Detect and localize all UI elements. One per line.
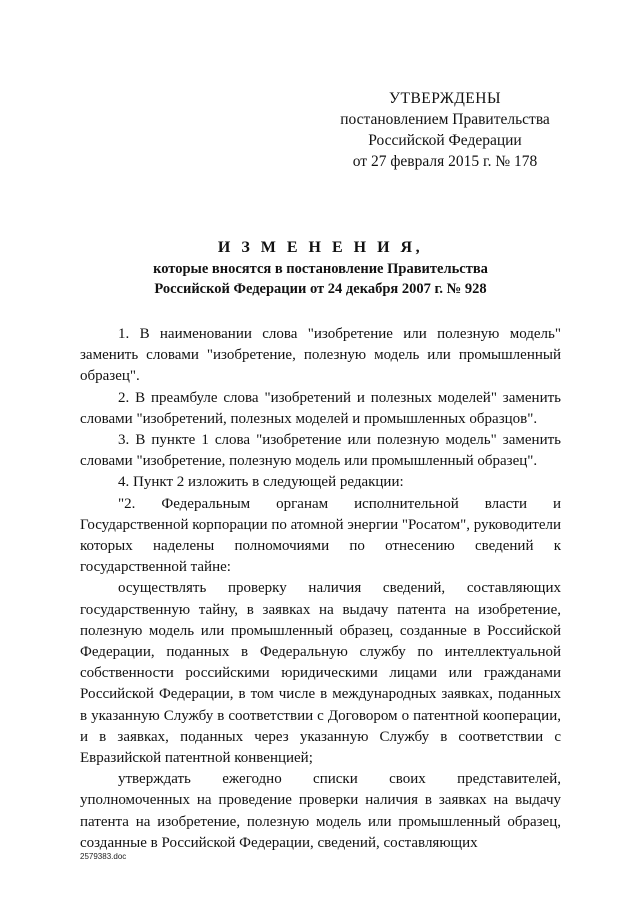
paragraph-item-3: 3. В пункте 1 слова "изобретение или полезную модель" заменить словами "изобретение, полезную модель или промышленный образец". — [80, 432, 561, 470]
approval-stamp-block — [330, 88, 560, 172]
document-subtitle-line-2: Российской Федерации от 24 декабря 2007 г. № 928 — [154, 281, 487, 297]
paragraph-item-1: 1. В наименовании слова "изобретение или полезную модель" заменить словами "изобретение, полезную модель или промышленный образец". — [80, 326, 561, 385]
approval-authority-line: Российской Федерации — [368, 132, 522, 149]
footer-file-name: 2579383.doc — [80, 852, 127, 861]
approval-by-line: постановлением Правительства — [340, 111, 550, 128]
approval-date-number-line: от 27 февраля 2015 г. № 178 — [352, 153, 538, 170]
paragraph-verify-secrets: осуществлять проверку наличия сведений, составляющих государственную тайну, в заявках на выдачу патента на изобретение, полезную модель или промышленный образец, созданные в Российской Федерации, поданных в Федеральную службу по интеллектуальной собственности российскими юридическими лицами или гражданами Российской Федерации, в том числе в международных заявках, поданных в указанную Службу в соответствии с Договором о патентной кооперации, и в заявках, поданных через указанную Службу в соответствии с Евразийской патентной конвенцией; — [80, 580, 561, 767]
approved-heading: УТВЕРЖДЕНЫ — [389, 90, 501, 107]
document-body — [80, 324, 561, 854]
paragraph-quoted-item-2: "2. Федеральным органам исполнительной власти и Государственной корпорации по атомной энергии "Росатом", руководители которых наделены полномочиями по отнесению сведений к государственной тайне: — [80, 495, 561, 576]
paragraph-approve-lists: утверждать ежегодно списки своих представителей, уполномоченных на проведение проверки наличия в заявках на выдачу патента на изобретение, полезную модель или промышленный образец, созданные в Российской Федерации, сведений, составляющих — [80, 771, 561, 851]
document-subtitle-line-1: которые вносятся в постановление Правительства — [153, 261, 488, 277]
paragraph-item-2: 2. В преамбуле слова "изобретений и полезных моделей" заменить словами "изобретений, полезных моделей и промышленных образцов". — [80, 389, 561, 427]
document-title-block — [80, 237, 561, 299]
paragraph-item-4: 4. Пункт 2 изложить в следующей редакции: — [118, 474, 404, 491]
document-title: И З М Е Н Е Н И Я, — [217, 239, 424, 256]
